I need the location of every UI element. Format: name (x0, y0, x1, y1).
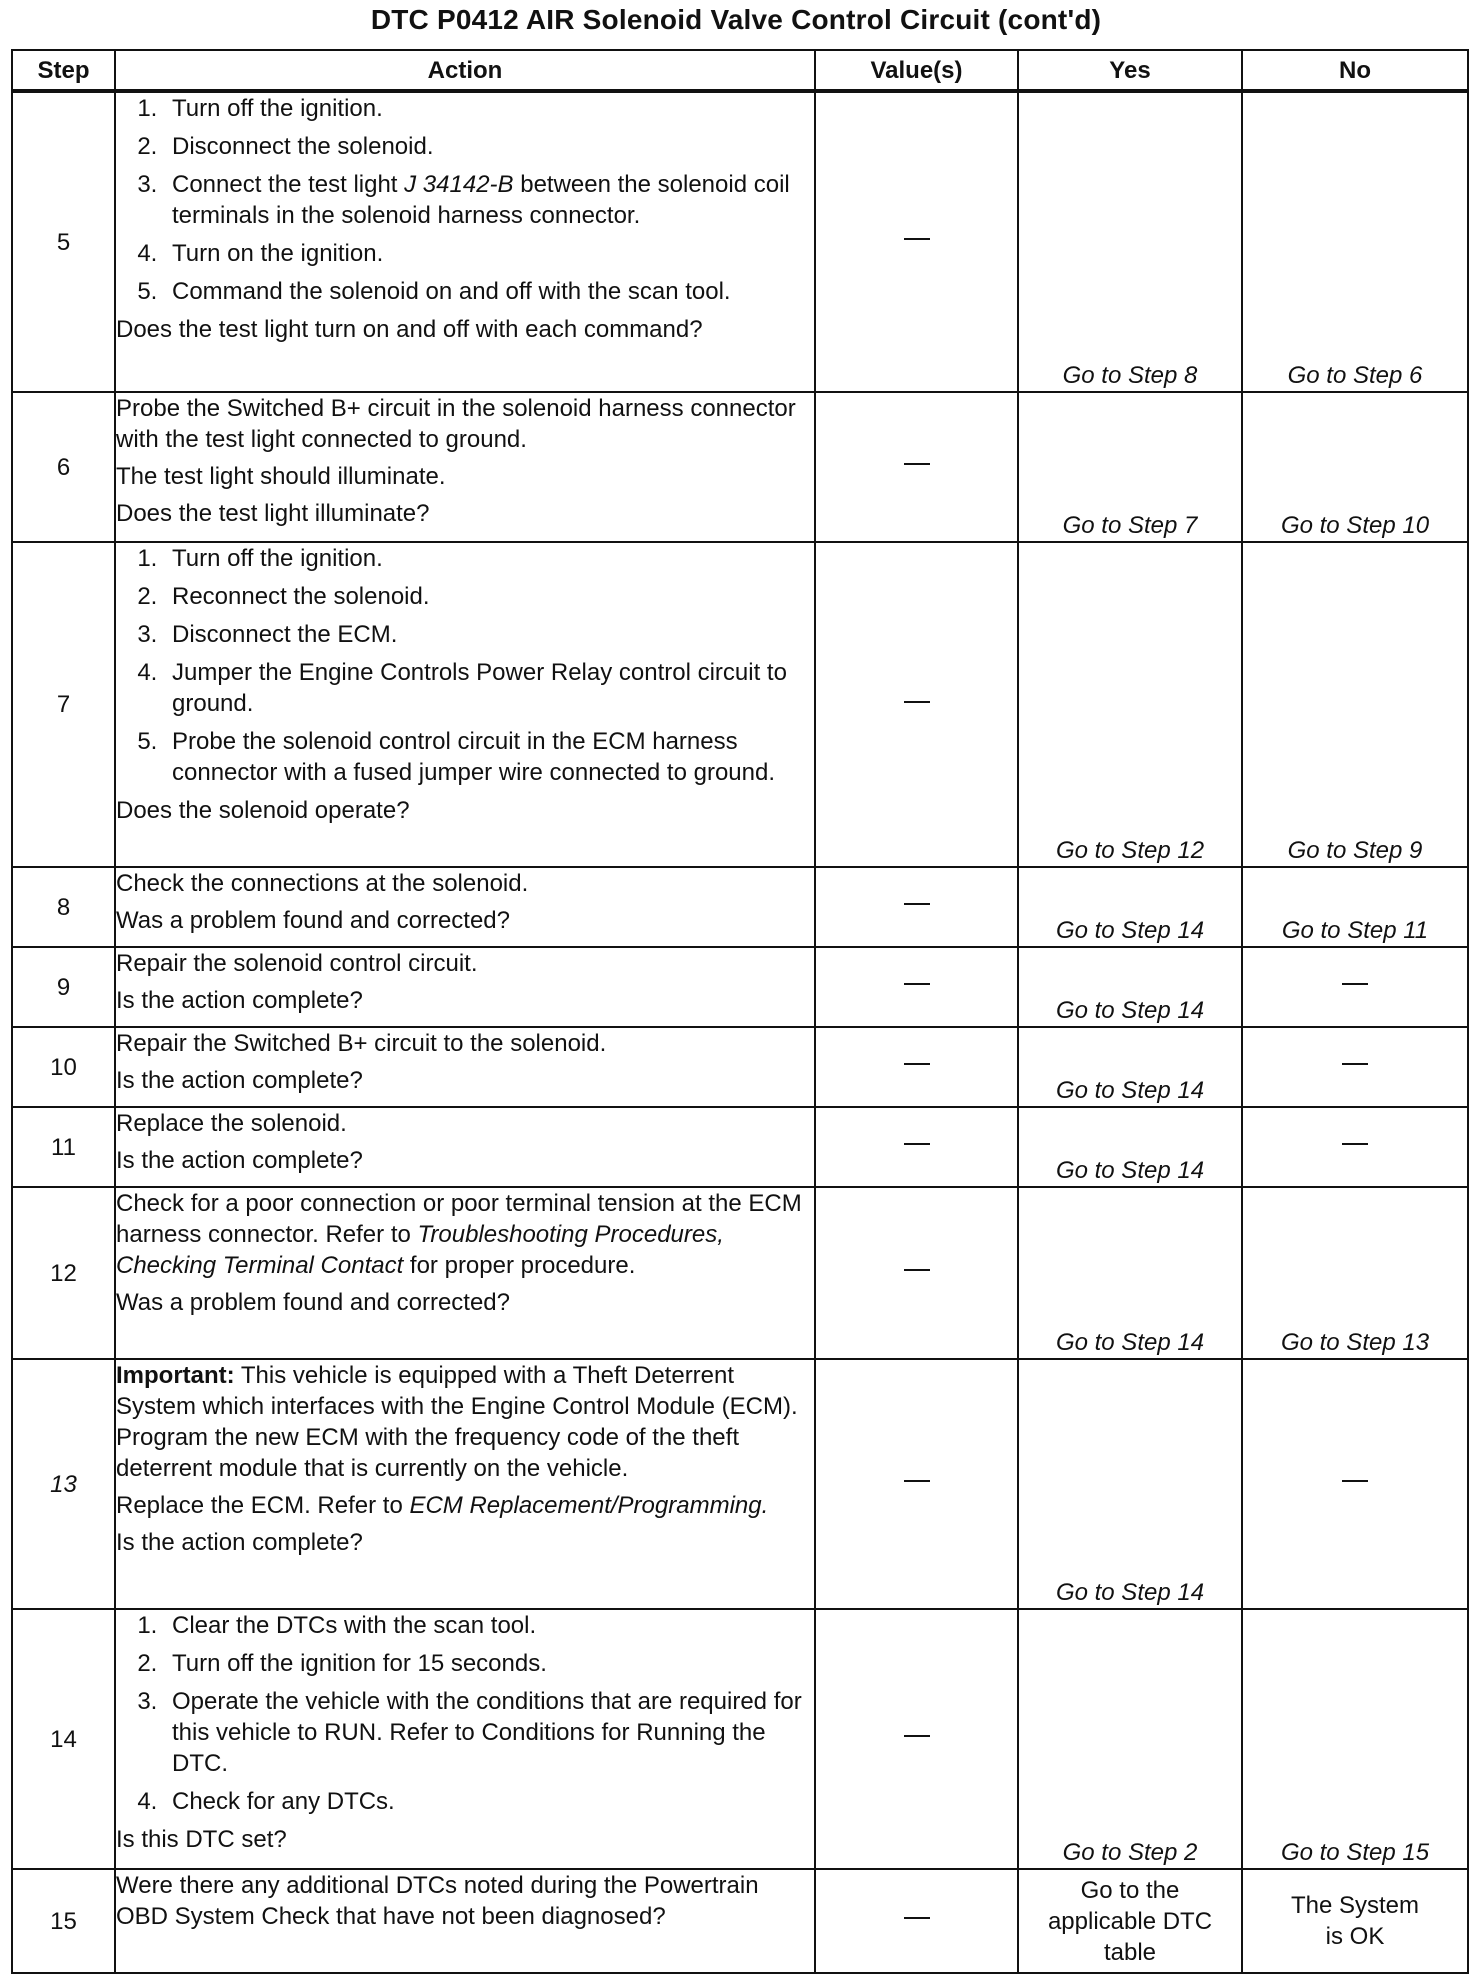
list-item: 2. Disconnect the solenoid. (164, 131, 814, 162)
step-number: 5 (12, 91, 115, 392)
yes-cell: Go to Step 12 (1018, 542, 1242, 867)
action-text-part: Check for a poor connection or poor terminal tension at the ECM harness connector. Refer to (116, 1190, 802, 1248)
table-row-step-15 (12, 1869, 1468, 1973)
header-values: Value(s) (815, 50, 1018, 91)
dash-mark (904, 238, 930, 240)
values-cell (815, 91, 1018, 392)
yes-cell: Go to Step 14 (1018, 867, 1242, 947)
values-cell (815, 1359, 1018, 1609)
action-cell (115, 1187, 815, 1359)
action-cell (115, 1107, 815, 1187)
values-cell (815, 947, 1018, 1027)
list-item: 4. Turn on the ignition. (164, 238, 814, 269)
dash-mark (904, 701, 930, 703)
action-question: Does the test light illuminate? (116, 500, 430, 527)
dash-mark (904, 1143, 930, 1145)
action-text: Repair the Switched B+ circuit to the solenoid. (116, 1030, 607, 1057)
action-list (116, 1610, 814, 1817)
list-item: 3. Operate the vehicle with the conditions that are required for this vehicle to RUN. Refer to Conditions for Running the DTC. (164, 1686, 814, 1779)
values-cell (815, 392, 1018, 542)
list-item: 5. Probe the solenoid control circuit in the ECM harness connector with a fused jumper wire connected to ground. (164, 726, 814, 788)
list-item: 4. Jumper the Engine Controls Power Relay control circuit to ground. (164, 657, 814, 719)
values-cell (815, 1107, 1018, 1187)
values-cell (815, 1027, 1018, 1107)
no-cell (1242, 1027, 1468, 1107)
action-list (116, 543, 814, 788)
table-row-step-14 (12, 1609, 1468, 1869)
step-number: 12 (12, 1187, 115, 1359)
action-cell (115, 1609, 815, 1869)
table-row-step-13 (12, 1359, 1468, 1609)
action-question: Does the solenoid operate? (116, 797, 410, 824)
header-step: Step (12, 50, 115, 91)
dash-mark (1342, 1480, 1368, 1482)
values-cell (815, 1869, 1018, 1973)
no-cell (1242, 947, 1468, 1027)
action-question: Is this DTC set? (116, 1826, 287, 1853)
step-number: 14 (12, 1609, 115, 1869)
action-cell (115, 867, 815, 947)
action-text-part: Replace the ECM. Refer to (116, 1492, 410, 1519)
action-cell (115, 91, 815, 392)
action-question: Was a problem found and corrected? (116, 1289, 510, 1316)
diagnostic-table (11, 49, 1469, 1974)
no-cell: Go to Step 9 (1242, 542, 1468, 867)
yes-cell: Go to Step 14 (1018, 1107, 1242, 1187)
list-item: 1. Turn off the ignition. (164, 93, 814, 124)
dash-mark (904, 1735, 930, 1737)
action-text-part: for proper procedure. (403, 1252, 636, 1279)
dash-mark (1342, 1143, 1368, 1145)
action-question: Was a problem found and corrected? (116, 907, 510, 934)
list-item (164, 169, 814, 231)
no-cell: Go to Step 10 (1242, 392, 1468, 542)
action-text: The test light should illuminate. (116, 463, 446, 490)
action-cell (115, 947, 815, 1027)
values-cell (815, 542, 1018, 867)
no-cell: Go to Step 15 (1242, 1609, 1468, 1869)
yes-cell: Go to Step 14 (1018, 1187, 1242, 1359)
no-cell (1242, 1107, 1468, 1187)
dash-mark (904, 903, 930, 905)
step-number: 10 (12, 1027, 115, 1107)
list-item: 2. Turn off the ignition for 15 seconds. (164, 1648, 814, 1679)
action-list (116, 93, 814, 307)
table-row-step-5 (12, 91, 1468, 392)
page-title: DTC P0412 AIR Solenoid Valve Control Circuit (cont'd) (370, 4, 1102, 35)
yes-cell: Go to Step 14 (1018, 1027, 1242, 1107)
table-row-step-8 (12, 867, 1468, 947)
no-cell: Go to Step 6 (1242, 91, 1468, 392)
no-cell: The System is OK (1242, 1869, 1468, 1973)
yes-cell: Go to the applicable DTC table (1018, 1869, 1242, 1973)
header-action: Action (115, 50, 815, 91)
values-cell (815, 1187, 1018, 1359)
dash-mark (1342, 983, 1368, 985)
action-cell (115, 1359, 815, 1609)
dash-mark (904, 983, 930, 985)
table-row-step-10 (12, 1027, 1468, 1107)
list-item-text: between the solenoid coil terminals in the solenoid harness connector. (172, 171, 790, 229)
procedure-reference: Troubleshooting Procedures, Checking Terminal Contact (116, 1221, 724, 1279)
action-text: Replace the solenoid. (116, 1110, 347, 1137)
action-text (116, 1188, 814, 1281)
step-number: 11 (12, 1107, 115, 1187)
yes-cell: Go to Step 8 (1018, 91, 1242, 392)
step-number: 8 (12, 867, 115, 947)
step-number: 13 (12, 1359, 115, 1609)
action-cell (115, 1869, 815, 1973)
dash-mark (1342, 1063, 1368, 1065)
action-cell (115, 1027, 815, 1107)
important-label: Important: (116, 1362, 235, 1389)
no-cell: Go to Step 11 (1242, 867, 1468, 947)
step-number: 6 (12, 392, 115, 542)
yes-cell: Go to Step 7 (1018, 392, 1242, 542)
header-no: No (1242, 50, 1468, 91)
list-item: 5. Command the solenoid on and off with the scan tool. (164, 276, 814, 307)
action-text: Were there any additional DTCs noted during the Powertrain OBD System Check that have not been diagnosed? (116, 1872, 759, 1930)
table-header-row (12, 50, 1468, 91)
list-item: 1. Turn off the ignition. (164, 543, 814, 574)
list-item: 2. Reconnect the solenoid. (164, 581, 814, 612)
important-text: This vehicle is equipped with a Theft Deterrent System which interfaces with the Engine Control Module (ECM). Program the new ECM with the frequency code of the theft deterrent module that is currently on the vehicle. (116, 1362, 798, 1482)
list-item-text: Connect the test light (172, 171, 405, 198)
action-cell (115, 542, 815, 867)
dash-mark (904, 1917, 930, 1919)
important-note (116, 1360, 814, 1484)
yes-cell: Go to Step 14 (1018, 947, 1242, 1027)
table-row-step-12 (12, 1187, 1468, 1359)
procedure-reference: ECM Replacement/Programming. (409, 1492, 769, 1519)
dash-mark (904, 1269, 930, 1271)
no-cell: Go to Step 13 (1242, 1187, 1468, 1359)
dash-mark (904, 463, 930, 465)
action-question: Is the action complete? (116, 1147, 363, 1174)
action-text (116, 1490, 814, 1521)
yes-cell: Go to Step 2 (1018, 1609, 1242, 1869)
step-number: 9 (12, 947, 115, 1027)
table-row-step-11 (12, 1107, 1468, 1187)
dash-mark (904, 1063, 930, 1065)
step-number: 7 (12, 542, 115, 867)
tool-reference: J 34142-B (404, 171, 514, 198)
action-cell (115, 392, 815, 542)
dash-mark (904, 1480, 930, 1482)
list-item: 1. Clear the DTCs with the scan tool. (164, 1610, 814, 1641)
table-row-step-7 (12, 542, 1468, 867)
table-row-step-9 (12, 947, 1468, 1027)
table-row-step-6 (12, 392, 1468, 542)
header-yes: Yes (1018, 50, 1242, 91)
action-question: Does the test light turn on and off with each command? (116, 316, 703, 343)
step-number: 15 (12, 1869, 115, 1973)
no-cell (1242, 1359, 1468, 1609)
values-cell (815, 1609, 1018, 1869)
action-text: Repair the solenoid control circuit. (116, 950, 478, 977)
values-cell (815, 867, 1018, 947)
action-question: Is the action complete? (116, 987, 363, 1014)
action-question: Is the action complete? (116, 1067, 363, 1094)
yes-cell: Go to Step 14 (1018, 1359, 1242, 1609)
list-item: 3. Disconnect the ECM. (164, 619, 814, 650)
list-item: 4. Check for any DTCs. (164, 1786, 814, 1817)
action-question: Is the action complete? (116, 1529, 363, 1556)
action-text: Probe the Switched B+ circuit in the solenoid harness connector with the test light connected to ground. (116, 395, 796, 453)
action-text: Check the connections at the solenoid. (116, 870, 529, 897)
